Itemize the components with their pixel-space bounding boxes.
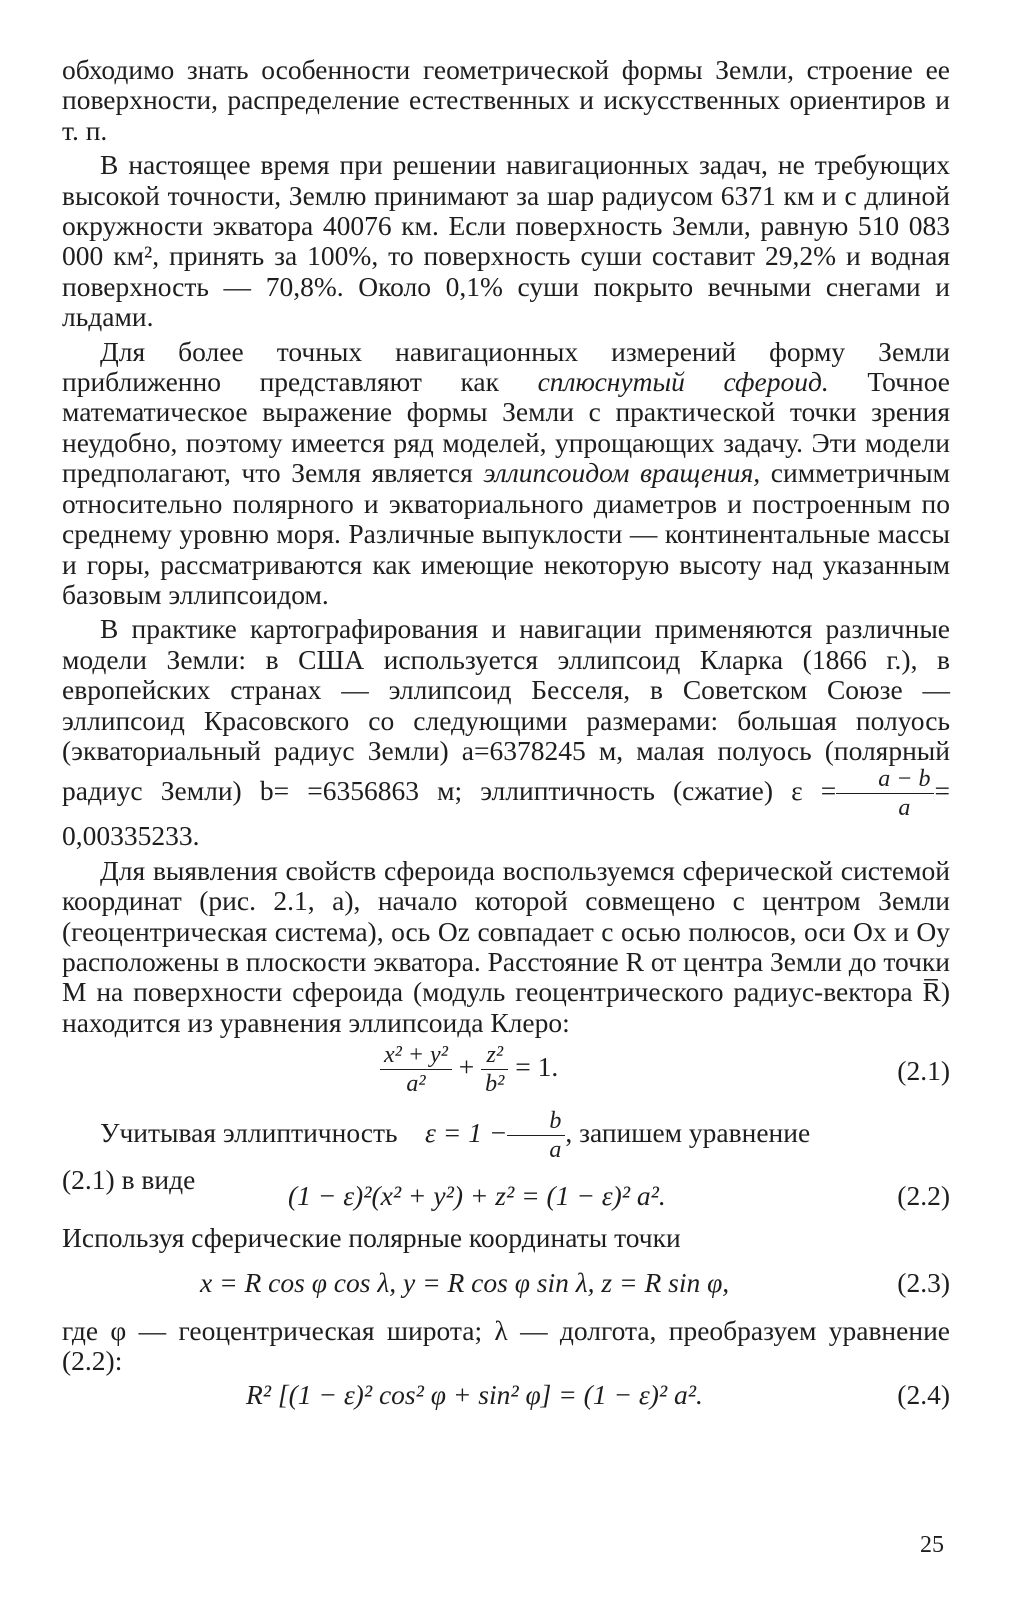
formula-2-1-rhs: = 1. — [515, 1051, 559, 1082]
paragraph-6-part-a: Учитывая эллиптичность — [100, 1117, 398, 1148]
paragraph-4 — [62, 614, 950, 851]
term-ellipsoid-of-revolution: эллипсоидом вращения, — [483, 457, 761, 489]
paragraph-5: Для выявления свойств сфероида воспользуемся сферической системой координат (рис. 2.1, a), начало которой совмещено с центром Земли (геоцентрическая система), ось Oz совпадает с осью полюсов, оси Ox и Oy расположены в плоскости экватора. Расстояние R от центра Земли до точки M на поверхности сфероида (модуль геоцентрического радиус-вектора R̅) находится из уравнения эллипсоида Клеро: — [62, 854, 950, 1038]
ellipticity-definition-numerator: b — [507, 1108, 565, 1136]
formula-2-1-fraction-1 — [380, 1042, 452, 1097]
formula-2-3-expression: x = R cos φ cos λ, y = R cos φ sin λ, z = R sin φ, — [200, 1266, 730, 1298]
formula-2-1-expression — [380, 1042, 558, 1097]
ellipticity-definition-fraction — [507, 1108, 565, 1163]
term-oblate-spheroid: сплюснутый сфероид. — [537, 366, 829, 398]
paragraph-8: где φ — геоцентрическая широта; λ — долгота, преобразуем уравнение (2.2): — [62, 1314, 950, 1376]
ellipticity-fraction — [836, 766, 934, 821]
formula-2-1-plus: + — [458, 1051, 475, 1082]
formula-2-1-fraction-2-numerator: z² — [481, 1042, 508, 1070]
formula-2-3-number: (2.3) — [897, 1266, 950, 1298]
page-number: 25 — [920, 1532, 944, 1558]
formula-2-1 — [62, 1042, 950, 1102]
paragraph-6-part-b: , запишем уравнение — [565, 1117, 811, 1148]
formula-2-4-number: (2.4) — [897, 1379, 950, 1411]
ellipticity-definition: ε = 1 − — [425, 1117, 508, 1148]
formula-2-2-line — [62, 1164, 950, 1212]
formula-2-1-fraction-1-numerator: x² + y² — [380, 1042, 452, 1070]
paragraph-2: В настоящее время при решении навигационных задач, не требующих высокой точности, Землю принимают за шар радиусом 6371 км и с длиной окружности экватора 40076 км. Если поверхность Земли, равную 510 083 000 км², принять за 100%, то поверхность суши составит 29,2% и водная поверхность — 70,8%. Около 0,1% суши покрыто вечными снегами и льдами. — [62, 149, 950, 333]
document-page — [62, 55, 950, 1416]
paragraph-7: Используя сферические полярные координаты точки — [62, 1222, 681, 1254]
formula-2-2-number: (2.2) — [897, 1180, 950, 1212]
formula-2-1-fraction-2 — [481, 1042, 508, 1097]
formula-2-4 — [62, 1380, 950, 1414]
paragraph-3 — [62, 337, 950, 611]
formula-2-1-fraction-1-denominator: a² — [406, 1071, 426, 1098]
paragraph-3-part-b: Точное математическое выражение формы Земли с практической точки зрения неудобно, поэтому имеется ряд моделей, упрощающих задачу. Эти модели предполагают, что Земля является — [62, 366, 950, 489]
paragraph-3-part-a: Для более точных навигационных измерений форму Земли приближенно представляют как — [62, 335, 950, 398]
formula-2-1-number: (2.1) — [897, 1055, 950, 1087]
formula-2-3 — [62, 1268, 950, 1302]
paragraph-3-part-c: симметричным относительно полярного и экваториального диаметров и построенным по среднему уровню моря. Различные выпуклости — континентальные массы и горы, рассматриваются как имеющие некоторую высоту над указанным базовым эллипсоидом. — [62, 457, 950, 610]
formula-2-1-fraction-2-denominator: b² — [485, 1071, 505, 1098]
ellipticity-fraction-denominator: a — [898, 795, 911, 822]
paragraph-6-part-c: (2.1) в виде — [62, 1164, 196, 1196]
ellipticity-definition-denominator: a — [549, 1137, 562, 1164]
paragraph-1: обходимо знать особенности геометрической формы Земли, строение ее поверхности, распределение естественных и искусственных ориентиров и т. п. — [62, 54, 950, 146]
formula-2-2-expression: (1 − ε)²(x² + y²) + z² = (1 − ε)² a². — [288, 1180, 666, 1212]
formula-2-4-expression: R² [(1 − ε)² cos² φ + sin² φ] = (1 − ε)² a². — [246, 1379, 703, 1411]
paragraph-6 — [62, 1108, 950, 1163]
ellipticity-fraction-numerator: a − b — [836, 766, 934, 794]
paragraph-4-part-b: = 0,00335233. — [62, 775, 950, 852]
paragraph-4-part-a: В практике картографирования и навигации применяются различные модели Земли: в США используется эллипсоид Кларка (1866 г.), в европейских странах — эллипсоид Бесселя, в Советском Союзе — эллипсоид Красовского со следующими размерами: большая полуось (экваториальный радиус Земли) a=6378245 м, малая полуось (полярный радиус Земли) b= =6356863 м; эллиптичность (сжатие) ε = — [62, 613, 950, 807]
